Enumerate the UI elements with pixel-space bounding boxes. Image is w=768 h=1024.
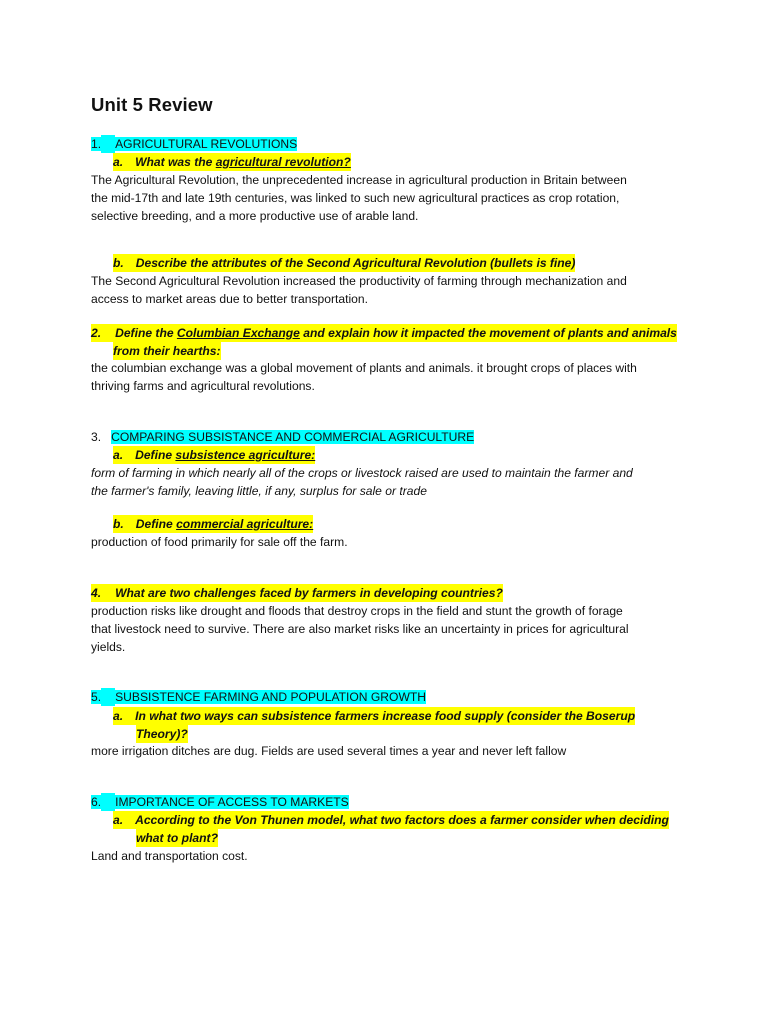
question-1b-text: Describe the attributes of the Second Agricultural Revolution (bullets is fine) (135, 256, 576, 270)
section-3-heading-text: COMPARING SUBSISTANCE AND COMMERCIAL AGRICULTURE (111, 430, 475, 444)
section-5-heading-text: SUBSISTENCE FARMING AND POPULATION GROWTH (115, 690, 426, 704)
question-2-line-2: from their hearths: (113, 344, 221, 358)
answer-3a-line-2: the farmer's family, leaving little, if any, surplus for sale or trade (91, 484, 427, 498)
question-4-text: What are two challenges faced by farmers in developing countries? (115, 586, 503, 600)
section-6-heading-text: IMPORTANCE OF ACCESS TO MARKETS (115, 795, 349, 809)
section-6-heading (91, 793, 349, 811)
question-1a-prefix: What was the (135, 155, 216, 169)
question-2-prefix: Define the (115, 326, 177, 340)
question-5a-line-1 (113, 707, 635, 725)
question-1a (113, 153, 351, 171)
section-5-heading (91, 688, 426, 706)
question-3a (113, 446, 315, 464)
section-3-heading (91, 428, 474, 446)
answer-4-line-3: yields. (91, 640, 126, 654)
answer-1b-line-2: access to market areas due to better transportation. (91, 292, 368, 306)
answer-1a-line-1: The Agricultural Revolution, the unprecedented increase in agricultural production in Britain between (91, 173, 627, 187)
question-6a-line-2: what to plant? (136, 831, 218, 845)
question-3b-term: commercial agriculture: (176, 517, 314, 531)
question-1a-term: agricultural revolution? (215, 155, 351, 169)
question-1a-letter: a. (113, 155, 124, 169)
section-5-number: 5. (91, 690, 102, 704)
question-1b (113, 254, 575, 272)
question-2-term: Columbian Exchange (176, 326, 300, 340)
question-2-line-1 (91, 324, 677, 342)
question-3a-term: subsistence agriculture: (175, 448, 316, 462)
answer-3b-line-1: production of food primarily for sale off the farm. (91, 535, 348, 549)
question-3b-letter: b. (113, 517, 124, 531)
question-6a-letter: a. (113, 813, 124, 827)
question-5a-letter: a. (113, 709, 124, 723)
section-6-number: 6. (91, 795, 102, 809)
answer-3a-line-1: form of farming in which nearly all of the crops or livestock raised are used to maintain the farmer and (91, 466, 633, 480)
section-1-heading (91, 135, 297, 153)
answer-4-line-1: production risks like drought and floods that destroy crops in the field and stunt the growth of forage (91, 604, 623, 618)
question-6a-line-1 (113, 811, 669, 829)
answer-5a-line-1: more irrigation ditches are dug. Fields are used several times a year and never left fallow (91, 744, 567, 758)
answer-2-line-2: thriving farms and agricultural revolutions. (91, 379, 315, 393)
question-3a-prefix: Define (135, 448, 176, 462)
question-5a-line-2: Theory)? (136, 727, 188, 741)
section-4-number: 4. (91, 586, 102, 600)
section-3-number: 3. (91, 430, 102, 444)
page-title: Unit 5 Review (91, 94, 213, 115)
answer-2-line-1: the columbian exchange was a global movement of plants and animals. it brought crops of places with (91, 361, 637, 375)
question-5a-text: In what two ways can subsistence farmers increase food supply (consider the Boserup (135, 709, 636, 723)
section-1-heading-text: AGRICULTURAL REVOLUTIONS (115, 137, 298, 151)
question-2-suffix: and explain how it impacted the movement of plants and animals (299, 326, 677, 340)
answer-6a-line-1: Land and transportation cost. (91, 849, 248, 863)
question-3b (113, 515, 313, 533)
section-1-number: 1. (91, 137, 102, 151)
question-1b-letter: b. (113, 256, 124, 270)
answer-1b-line-1: The Second Agricultural Revolution increased the productivity of farming through mechanization and (91, 274, 627, 288)
question-4 (91, 584, 503, 602)
answer-1a-line-2: the mid-17th and late 19th centuries, was linked to such new agricultural practices as crop rotation, (91, 191, 620, 205)
answer-4-line-2: that livestock need to survive. There are also market risks like an uncertainty in prices for agricultural (91, 622, 629, 636)
question-3a-letter: a. (113, 448, 124, 462)
question-6a-text: According to the Von Thunen model, what two factors does a farmer consider when deciding (135, 813, 669, 827)
answer-1a-line-3: selective breeding, and a more productive use of arable land. (91, 209, 419, 223)
question-3b-prefix: Define (135, 517, 177, 531)
section-2-number: 2. (91, 326, 102, 340)
